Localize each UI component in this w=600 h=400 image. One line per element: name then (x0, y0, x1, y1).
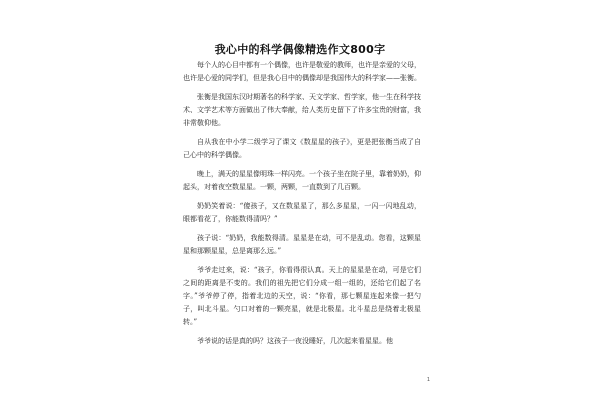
paragraph-ending: 爷爷说的话是真的吗？这孩子一夜没睡好，几次起来看星星。他 (197, 337, 393, 345)
paragraph-grandpa: 爷爷走过来，说：“孩子，你看得很认真。天上的星星是在动，可是它们之间的距离是不变的。我们的祖先把它们分成一组一组的，还给它们起了名字。”爷爷停了停，指着北边的天空，说：“你看，那七颗星连起来像一把勺子，叫北斗星。勺口对着的一颗亮星，就是北极星。北斗星总是绕着北极星转。” (183, 266, 421, 326)
paragraph-night: 晚上，满天的星星像明珠一样闪亮。一个孩子坐在院子里，靠着奶奶，仰起头，对着夜空数星星。一颗，两颗，一直数到了几百颗。 (183, 170, 421, 191)
document-title: 我心中的科学偶像精选作文800字 (214, 43, 386, 56)
paragraph-child: 孩子说：“奶奶，我能数得清。星星是在动，可不是乱动。您看，这颗星星和那颗星星，总是离那么远。” (183, 234, 421, 255)
document-body (183, 59, 421, 354)
paragraph-grandma: 奶奶笑着说：“傻孩子，又在数星星了，那么多星星，一闪一闪地乱动，眼都看花了，你能数得清吗？” (183, 202, 421, 223)
page-number: 1 (426, 377, 430, 383)
paragraph-zhangheng: 张衡是我国东汉时期著名的科学家、天文学家、哲学家，他一生在科学技术、文学艺术等方面做出了伟大奉献，给人类历史留下了许多宝贵的财富，我非常敬仰他。 (183, 93, 421, 127)
paragraph-intro: 每个人的心目中都有一个偶像，也许是敬爱的教师，也许是亲爱的父母，也许是心爱的同学们，但是我心目中的偶像却是我国伟大的科学家——张衡。 (183, 61, 421, 82)
paragraph-lesson: 自从我在中小学二级学习了课文《数星星的孩子》，更是把张衡当成了自己心中的科学偶像。 (183, 138, 421, 159)
